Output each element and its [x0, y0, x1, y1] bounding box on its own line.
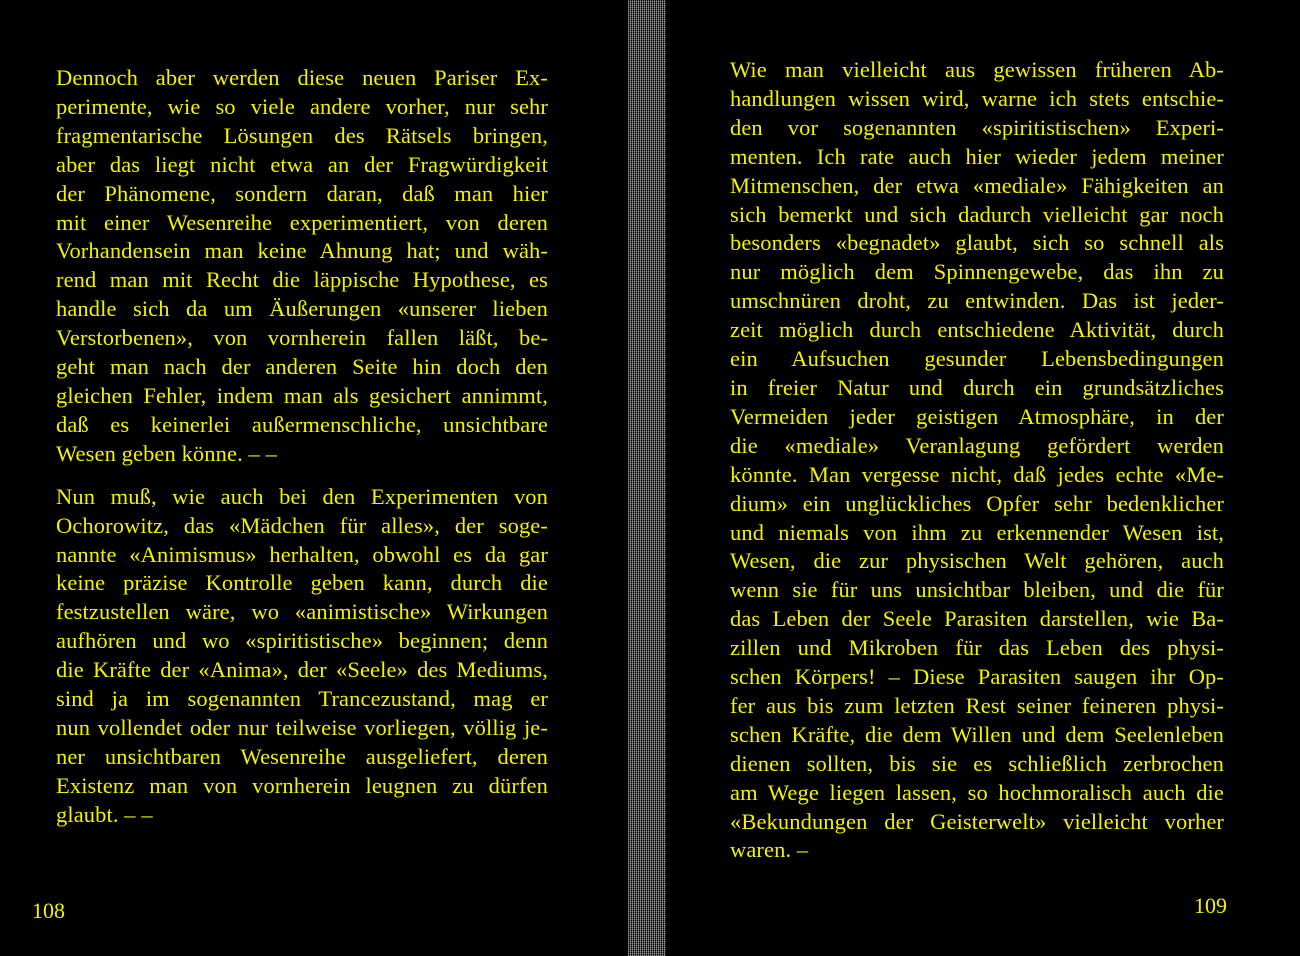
text-line: die Kräfte der «Anima», der «Seele» des Mediums,: [56, 657, 548, 683]
book-gutter: [628, 0, 666, 956]
text-line: ner unsichtbaren Wesenreihe ausgeliefert, deren: [56, 743, 548, 769]
text-line: Wesen geben könne. – –: [56, 440, 277, 466]
text-line: fer aus bis zum letzten Rest seiner feineren physi-: [730, 692, 1224, 718]
text-line: Wesen, die zur physischen Welt gehören, auch: [730, 548, 1224, 574]
right-page: [666, 0, 1300, 956]
text-line: das Leben der Seele Parasiten darstellen, wie Ba-: [730, 606, 1224, 632]
left-page: [0, 0, 628, 956]
left-page-text: [32, 64, 548, 830]
text-line: keine präzise Kontrolle geben kann, durch die: [56, 570, 548, 596]
text-line: Existenz man von vornherein leugnen zu dürfen: [56, 772, 548, 798]
text-line: menten. Ich rate auch hier wieder jedem meiner: [730, 143, 1224, 169]
text-line: «Bekundungen der Geisterwelt» vielleicht vorher: [730, 808, 1224, 834]
text-line: schen Körpers! – Diese Parasiten saugen ihr Op-: [730, 664, 1224, 690]
text-line: in freier Natur und durch ein grundsätzliches: [730, 374, 1224, 400]
text-line: könnte. Man vergesse nicht, daß jedes echte «Me-: [730, 461, 1224, 487]
text-line: am Wege liegen lassen, so hochmoralisch auch die: [730, 779, 1224, 805]
text-line: zeit möglich durch entschiedene Aktivität, durch: [730, 317, 1224, 343]
text-line: Verstorbenen», von vornherein fallen läßt, be-: [56, 325, 548, 351]
left-paragraph-1: [32, 64, 548, 469]
text-line: sind ja im sogenannten Trancezustand, mag er: [56, 686, 548, 712]
text-line: Wie man vielleicht aus gewissen früheren Ab-: [730, 57, 1224, 82]
text-line: nun vollendet oder nur teilweise vorliegen, völlig je-: [56, 714, 548, 740]
text-line: geht man nach der anderen Seite hin doch den: [56, 354, 548, 380]
text-line: fragmentarische Lösungen des Rätsels bringen,: [56, 122, 548, 148]
text-line: festzustellen wäre, wo «animistische» Wirkungen: [56, 599, 548, 625]
text-line: der Phänomene, sondern daran, daß man hier: [56, 180, 548, 206]
text-line: besonders «begnadet» glaubt, sich so schnell als: [730, 230, 1224, 256]
text-line: handlungen wissen wird, warne ich stets entschie-: [730, 85, 1224, 111]
text-line: perimente, wie so viele andere vorher, nur sehr: [56, 93, 548, 119]
right-paragraph-1: [706, 56, 1224, 865]
text-line: daß es keinerlei außermenschliche, unsichtbare: [56, 411, 548, 437]
text-line: umschnüren droht, zu entwinden. Das ist jeder-: [730, 288, 1224, 314]
text-line: dium» ein unglückliches Opfer sehr bedenklicher: [730, 490, 1224, 516]
text-line: nannte «Animismus» herhalten, obwohl es da gar: [56, 541, 548, 567]
left-paragraph-2: [32, 483, 548, 830]
text-line: ein Aufsuchen gesunder Lebensbedingungen: [730, 346, 1224, 372]
text-line: sich bemerkt und sich dadurch vielleicht gar noch: [730, 201, 1224, 227]
text-line: aufhören und wo «spiritistische» beginnen; denn: [56, 628, 548, 654]
text-line: handle sich da um Äußerungen «unserer lieben: [56, 296, 548, 322]
text-line: schen Kräfte, die dem Willen und dem Seelenleben: [730, 721, 1224, 747]
text-line: glaubt. – –: [56, 801, 153, 827]
text-line: Vermeiden jeder geistigen Atmosphäre, in der: [730, 403, 1224, 429]
text-line: Vorhandensein man keine Ahnung hat; und wäh-: [56, 238, 548, 264]
right-page-text: [706, 56, 1224, 865]
text-line: gleichen Fehler, indem man als gesichert annimmt,: [56, 382, 548, 408]
text-line: aber das liegt nicht etwa an der Fragwürdigkeit: [56, 151, 548, 177]
text-line: dienen sollten, bis sie es schließlich zerbrochen: [730, 750, 1224, 776]
text-line: nur möglich dem Spinnengewebe, das ihn zu: [730, 259, 1224, 285]
text-line: wenn sie für uns unsichtbar bleiben, und die für: [730, 577, 1224, 603]
text-line: den vor sogenannten «spiritistischen» Experi-: [730, 114, 1224, 140]
text-line: zillen und Mikroben für das Leben des physi-: [730, 635, 1224, 661]
text-line: Mitmenschen, der etwa «mediale» Fähigkeiten an: [730, 172, 1224, 198]
text-line: und niemals von ihm zu erkennender Wesen ist,: [730, 519, 1224, 545]
text-line: mit einer Wesenreihe experimentiert, von deren: [56, 209, 548, 235]
text-line: die «mediale» Veranlagung gefördert werden: [730, 432, 1224, 458]
text-line: Nun muß, wie auch bei den Experimenten von: [56, 483, 548, 509]
page-number-right: 109: [1194, 893, 1227, 918]
page-number-left: 108: [32, 898, 65, 923]
text-line: Ochorowitz, das «Mädchen für alles», der soge-: [56, 512, 548, 538]
text-line: rend man mit Recht die läppische Hypothese, es: [56, 267, 548, 293]
text-line: waren. –: [730, 837, 809, 863]
text-line: Dennoch aber werden diese neuen Pariser Ex-: [56, 65, 548, 90]
